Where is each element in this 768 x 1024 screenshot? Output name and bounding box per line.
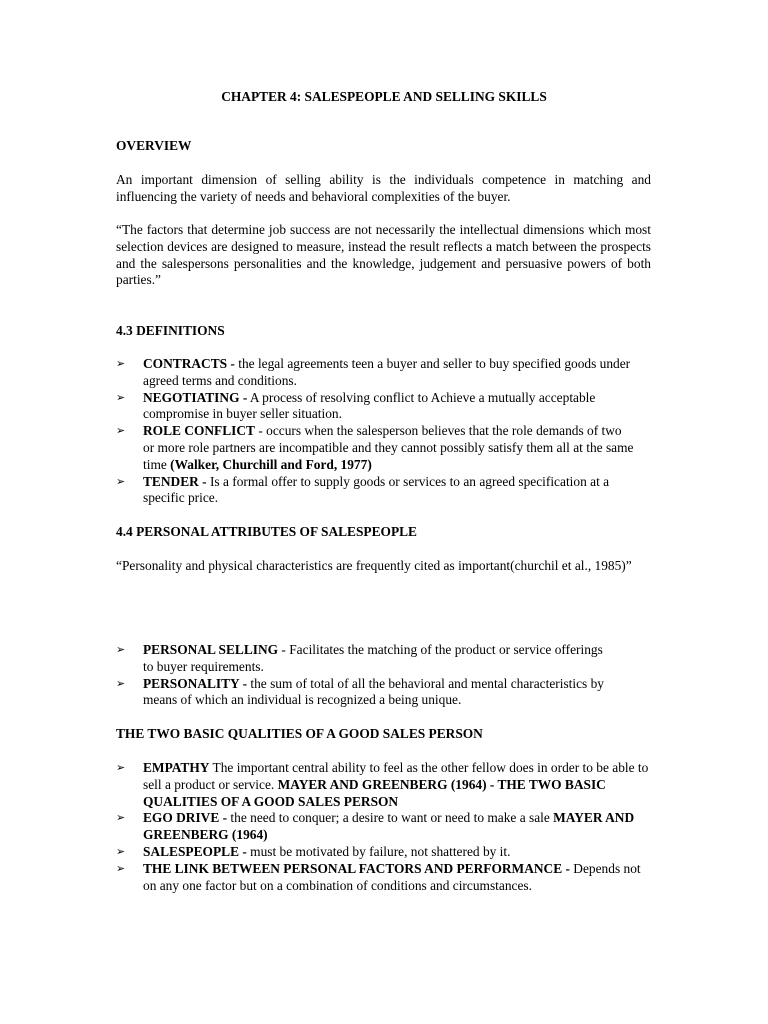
overview-heading: OVERVIEW (116, 138, 192, 153)
qualities-heading: THE TWO BASIC QUALITIES OF A GOOD SALES PERSON (116, 726, 483, 741)
definition-text: A process of resolving conflict to Achieve a mutually acceptable compromise in buyer seller situation. (143, 389, 596, 422)
overview-paragraph: An important dimension of selling ability is the individuals competence in matching and influencing the variety of needs and behavioral complexities of the buyer. (116, 172, 651, 204)
attribute-term: PERSONAL SELLING (143, 642, 279, 657)
arrow-bullet-icon: ➢ (116, 474, 126, 488)
definition-term: CONTRACTS - (143, 356, 235, 371)
list-item (116, 642, 616, 676)
arrow-bullet-icon: ➢ (116, 643, 126, 656)
list-item (116, 760, 656, 810)
arrow-bullet-icon: ➢ (116, 424, 126, 438)
arrow-bullet-icon: ➢ (116, 676, 126, 690)
qualities-list (116, 760, 656, 894)
quality-text: Depends not on any one factor but on a combination of conditions and circumstances. (143, 860, 641, 893)
list-item (116, 390, 636, 424)
arrow-bullet-icon: ➢ (116, 390, 126, 404)
arrow-bullet-icon: ➢ (116, 761, 126, 774)
list-item (116, 676, 616, 710)
definitions-list (116, 356, 636, 507)
list-item (116, 861, 656, 895)
arrow-bullet-icon: ➢ (116, 861, 126, 875)
attributes-quote: “Personality and physical characteristics are frequently cited as important(churchil et al., 1985)” (116, 558, 632, 573)
quality-text: The important central ability to feel as the other fellow does in order to be able to sell a product or service. (143, 760, 649, 792)
list-item (116, 474, 636, 508)
definition-text: the legal agreements teen a buyer and seller to buy specified goods under agreed terms and conditions. (143, 356, 631, 388)
attribute-text: - Facilitates the matching of the product or service offerings to buyer requirements. (143, 642, 603, 674)
quality-text: the need to conquer; a desire to want or need to make a sale (227, 810, 554, 826)
list-item (116, 423, 636, 473)
quality-term: EMPATHY (143, 760, 210, 775)
definition-term: NEGOTIATING - (143, 389, 248, 405)
attribute-text: the sum of total of all the behavioral and mental characteristics by means of which an individual is recognized a being unique. (143, 675, 605, 708)
chapter-title: CHAPTER 4: SALESPEOPLE AND SELLING SKILLS (221, 89, 547, 104)
quality-citation: MAYER AND GREENBERG (1964) - THE TWO BASIC QUALITIES OF A GOOD SALES PERSON (143, 776, 606, 809)
arrow-bullet-icon: ➢ (116, 811, 126, 825)
definition-term: TENDER - (143, 473, 207, 489)
quality-term: EGO DRIVE - (143, 810, 228, 826)
quality-text: must be motivated by failure, not shattered by it. (246, 843, 511, 859)
definition-text: - occurs when the salesperson believes that the role demands of two or more role partners are incompatible and they cannot possibly satisfy them all at the same time (143, 423, 634, 472)
attribute-term: PERSONALITY - (143, 675, 248, 691)
quality-term: SALESPEOPLE - (143, 843, 247, 859)
quality-term: THE LINK BETWEEN PERSONAL FACTORS AND PERFORMANCE - (143, 860, 570, 876)
list-item (116, 844, 656, 861)
definition-term: ROLE CONFLICT (143, 423, 255, 439)
definitions-heading: 4.3 DEFINITIONS (116, 323, 225, 338)
list-item (116, 810, 656, 844)
overview-quote: “The factors that determine job success are not necessarily the intellectual dimensions which most selection devices are designed to measure, instead the result reflects a match between the prospects and the salespersons personalities and the knowledge, judgement and persuasive powers of both parties.” (116, 222, 651, 288)
arrow-bullet-icon: ➢ (116, 357, 126, 370)
attributes-heading: 4.4 PERSONAL ATTRIBUTES OF SALESPEOPLE (116, 524, 417, 539)
attributes-list (116, 642, 616, 709)
list-item (116, 356, 636, 390)
quality-citation: MAYER AND GREENBERG (1964) (143, 810, 635, 843)
arrow-bullet-icon: ➢ (116, 844, 126, 858)
definition-citation: (Walker, Churchill and Ford, 1977) (170, 456, 372, 472)
definition-text: Is a formal offer to supply goods or services to an agreed specification at a specific price. (143, 473, 610, 506)
